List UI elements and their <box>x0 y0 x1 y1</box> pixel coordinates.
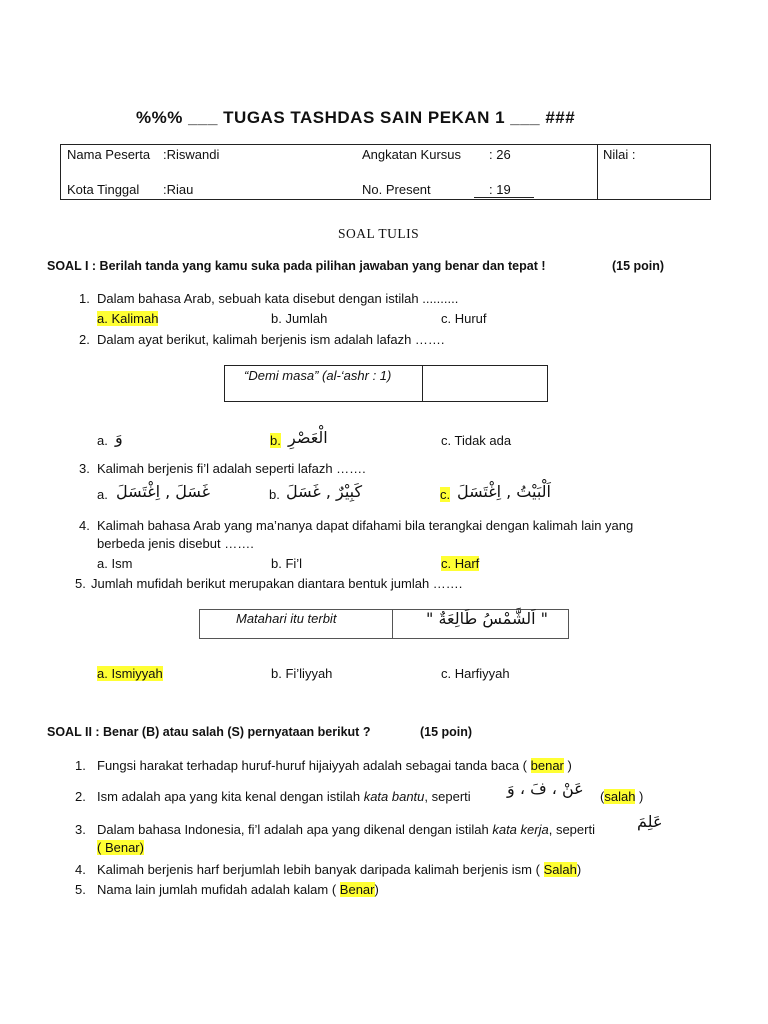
soal2-item4-text: Kalimah berjenis harf berjumlah lebih banyak daripada kalimah berjenis ism ( <box>97 862 544 877</box>
q3-option-a-arabic: غَسَلَ , اِغْتَسَلَ <box>116 482 211 501</box>
soal2-item2-answer: salah <box>604 789 636 804</box>
nama-label: Nama Peserta <box>67 147 151 162</box>
soal2-item2-answer-wrap <box>600 789 643 804</box>
angkatan-label: Angkatan Kursus <box>362 147 462 162</box>
soal2-item5-close: ) <box>374 882 379 897</box>
q5-box-left-text: Matahari itu terbit <box>236 611 337 626</box>
soal2-item4 <box>97 862 581 877</box>
soal2-item5-answer: Benar <box>339 882 375 897</box>
soal2-item5-number: 5. <box>75 882 86 897</box>
q5-option-b: b. Fi’liyyah <box>271 666 333 681</box>
soal2-item4-number: 4. <box>75 862 86 877</box>
q2-text: Dalam ayat berikut, kalimah berjenis ism adalah lafazh ……. <box>97 332 445 347</box>
soal2-item1-text: Fungsi harakat terhadap huruf-huruf hijaiyyah adalah sebagai tanda baca ( <box>97 758 531 773</box>
q4-option-c: c. Harf <box>441 556 480 571</box>
q5-sentence-box-divider <box>392 609 393 639</box>
soal2-item2-text: Ism adalah apa yang kita kenal dengan istilah <box>97 789 364 804</box>
q2-option-a-arabic: وَ <box>115 428 123 447</box>
soal2-item5-text: Nama lain jumlah mufidah adalah kalam ( <box>97 882 340 897</box>
soal2-points: (15 poin) <box>420 725 473 739</box>
soal2-item2-close: ) <box>635 789 644 804</box>
q2-option-a-label: a. <box>97 433 108 448</box>
q3-option-c-arabic: اَلْبَيْتُ , اِغْتَسَلَ <box>457 482 551 501</box>
q5-number: 5. <box>75 576 86 591</box>
angkatan-value: : 26 <box>489 147 511 162</box>
q3-option-c-label: c. <box>440 487 451 502</box>
q3-option-b-label: b. <box>269 487 280 502</box>
q3-option-b-arabic: كَبِيْرٌ , غَسَلَ <box>286 482 363 501</box>
soal2-item1 <box>97 758 572 773</box>
soal1-heading: SOAL I : Berilah tanda yang kamu suka pada pilihan jawaban yang benar dan tepat ! <box>47 259 546 273</box>
soal2-item1-answer: benar <box>530 758 564 773</box>
soal2-item2-italic: kata bantu <box>363 789 425 804</box>
soal2-item3-number: 3. <box>75 822 86 837</box>
soal2-item1-close: ) <box>563 758 572 773</box>
present-value: : 19 <box>489 182 511 197</box>
soal2-item2-number: 2. <box>75 789 86 804</box>
soal2-item2-text2: , seperti <box>424 789 471 804</box>
soal1-points: (15 poin) <box>612 259 665 273</box>
section-title: SOAL TULIS <box>338 226 420 241</box>
q4-number: 4. <box>79 518 90 533</box>
q2-verse-box-divider <box>422 365 423 402</box>
soal2-item3-arabic: عَلِمَ <box>637 812 663 831</box>
soal2-item2 <box>97 789 471 804</box>
kota-value: :Riau <box>163 182 194 197</box>
q1-option-a: a. Kalimah <box>97 311 159 326</box>
soal2-item3-text2: , seperti <box>548 822 595 837</box>
soal2-item4-close: ) <box>576 862 582 877</box>
q4-option-a: a. Ism <box>97 556 133 571</box>
q4-option-b: b. Fi’l <box>271 556 303 571</box>
present-underline <box>474 197 534 198</box>
q5-option-a: a. Ismiyyah <box>97 666 163 681</box>
q2-option-b-label: b. <box>270 433 281 448</box>
soal2-item2-arabic: عَنْ ، فَ ، وَ <box>507 779 584 798</box>
soal2-item1-number: 1. <box>75 758 86 773</box>
soal2-item3-italic: kata kerja <box>492 822 549 837</box>
q1-option-b: b. Jumlah <box>271 311 328 326</box>
soal2-item3 <box>97 822 595 837</box>
q2-number: 2. <box>79 332 90 347</box>
kota-label: Kota Tinggal <box>67 182 140 197</box>
nama-value: :Riswandi <box>163 147 220 162</box>
q1-text: Dalam bahasa Arab, sebuah kata disebut dengan istilah .......... <box>97 291 459 306</box>
q3-number: 3. <box>79 461 90 476</box>
q3-option-a-label: a. <box>97 487 108 502</box>
q2-option-b-arabic: الْعَصْرِ <box>288 428 328 447</box>
q2-option-c: c. Tidak ada <box>441 433 512 448</box>
q5-text: Jumlah mufidah berikut merupakan diantara bentuk jumlah ……. <box>91 576 463 591</box>
soal2-heading: SOAL II : Benar (B) atau salah (S) pernyataan berikut ? <box>47 725 371 739</box>
q4-text-line2: berbeda jenis disebut ……. <box>97 536 254 551</box>
q5-box-right-arabic: " اَلشَّمْسُ طَالِعَةٌ " <box>426 609 548 628</box>
q1-number: 1. <box>79 291 90 306</box>
info-table-divider <box>597 144 598 200</box>
q3-text: Kalimah berjenis fi’l adalah seperti lafazh ……. <box>97 461 366 476</box>
q1-option-c: c. Huruf <box>441 311 487 326</box>
soal2-item4-answer: Salah <box>543 862 577 877</box>
soal2-item3-text: Dalam bahasa Indonesia, fi’l adalah apa yang dikenal dengan istilah <box>97 822 493 837</box>
present-label: No. Present <box>362 182 431 197</box>
page-title: %%% ___ TUGAS TASHDAS SAIN PEKAN 1 ___ ### <box>136 108 576 127</box>
soal2-item2-open: ( <box>600 789 605 804</box>
nilai-label: Nilai : <box>603 147 636 162</box>
q4-text-line1: Kalimah bahasa Arab yang ma’nanya dapat difahami bila terangkai dengan kalimah lain yang <box>97 518 634 533</box>
soal2-item3-answer: ( Benar) <box>97 840 144 855</box>
q5-option-c: c. Harfiyyah <box>441 666 510 681</box>
q2-verse-text: “Demi masa” (al-‘ashr : 1) <box>244 368 392 383</box>
soal2-item5 <box>97 882 379 897</box>
